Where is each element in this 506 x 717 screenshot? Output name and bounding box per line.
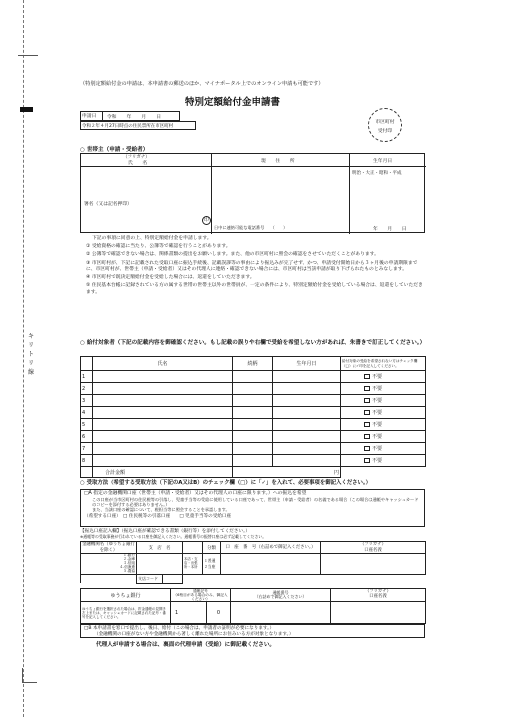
- date-row[interactable]: [80, 111, 180, 121]
- yucho-number-input[interactable]: [231, 602, 331, 624]
- decline-checkbox[interactable]: [364, 410, 370, 415]
- date-year: 年: [126, 114, 132, 120]
- branch-label: 支 店 名: [137, 542, 183, 554]
- cut-label: キ リ ト リ 線: [28, 333, 35, 376]
- page-title: 特別定額給付金申請書: [185, 97, 281, 108]
- total-label: 合計金額: [93, 467, 233, 478]
- num-label: 通帳番号: [272, 589, 289, 595]
- agreement-4: ④ 市区町村で既決定額給付金を受給した場合には、返還をしていただきます。: [86, 275, 255, 281]
- table-row: 4 不要: [81, 407, 426, 419]
- option-b-note: （金融機関の口座がない方や金融機関から著しく離れた場所にお住みいる方が対象となります。）: [94, 631, 294, 637]
- address-note: 令和２年４月27日時点の住民票所在市区町村: [80, 121, 196, 130]
- option-a-note2: また、当該口座の確認について、税担当等に照会することを承認します。: [92, 507, 230, 513]
- householder-birth-label: 生年月日: [373, 159, 393, 164]
- bank-table: [80, 541, 426, 584]
- householder-name-label: 氏 名: [128, 161, 148, 166]
- decline-checkbox[interactable]: [364, 458, 370, 463]
- code-input[interactable]: 1: [171, 602, 207, 624]
- branch-name-input[interactable]: [137, 554, 183, 575]
- preferred-account[interactable]: （希望する口座） □ 住民税等の引落口座 □ 児童手当等の受給口座: [84, 513, 232, 519]
- decline-checkbox[interactable]: [364, 398, 370, 403]
- yucho-note: ゆうちょ銀行を選択された場合は、貯金通帳の見開き左上または、キャッシュカードに記載された記号・番号を記入してください。: [81, 602, 171, 624]
- option-a-note: この口座が当市区町村の住民税等の引落し、児童手当等の受給に使用している口座であって、世帯主（申請・受給者）の名義である場合（この場合は通帳やキャッシュカードのコピーを添付する必要はありません。）: [92, 496, 419, 508]
- decline-checkbox[interactable]: [364, 374, 370, 379]
- account-number-input[interactable]: [221, 554, 321, 575]
- branch-code-input[interactable]: [163, 574, 183, 583]
- agreement-3: ③ 市区町村が、下記に記載された受取口座に振込手続後、記載誤謬等の事由により振込みが完了せず、かつ、申請受付開始日から３ヶ月後の申請期限までに、市区町村が、世帯主（申請・受給者）又はその代理人に連絡・確認できない場合には、市区町村は当該申請が取り下げられたものとみなします。: [86, 260, 418, 272]
- option-b-box: [80, 624, 425, 638]
- proxy-note: 代理人が申請する場合は、裏面の代理申請（受給）に御記載ください。: [96, 642, 276, 648]
- date-day: 日: [156, 114, 162, 120]
- col-birth: 生年月日: [273, 357, 341, 371]
- table-row: 8 不要: [81, 455, 426, 467]
- decline-checkbox[interactable]: [364, 434, 370, 439]
- yucho-holder-input[interactable]: [331, 602, 426, 624]
- holder-furigana: （フリガナ）: [359, 542, 387, 548]
- stamp-line1: 市区町村: [375, 120, 395, 125]
- yucho-holder-label: 口座名義: [369, 594, 387, 600]
- beneficiaries-table: [80, 356, 426, 478]
- birth-ymd: 年 月 日: [373, 227, 407, 232]
- date-month: 月: [141, 114, 147, 120]
- code-input-2[interactable]: 0: [207, 602, 231, 624]
- account-type[interactable]: １普通 ２当座: [203, 554, 221, 575]
- name-input[interactable]: [82, 167, 210, 227]
- total-amount[interactable]: 円: [233, 467, 341, 478]
- date-label: 申請日: [81, 112, 103, 120]
- total-row: [81, 467, 426, 478]
- decline-checkbox[interactable]: [364, 422, 370, 427]
- account-label: 口 座 番 号（右詰めで御記入ください。）: [221, 542, 321, 554]
- agreement-1: ① 受給資格の確認に当たり、公簿等で確認を行うことがあります。: [86, 244, 231, 250]
- attach-note: 【振込口座記入欄】（振込口座が確認できる書類（銀行等）を添付してください。）: [80, 529, 250, 534]
- num-sub: （右詰めで御記入ください）: [254, 594, 307, 600]
- decline-checkbox[interactable]: [364, 386, 370, 391]
- householder-box: [80, 153, 425, 233]
- holder-label: 口座名義: [364, 547, 382, 553]
- cut-mark: [18, 55, 38, 56]
- table-row: 5 不要: [81, 419, 426, 431]
- phone-label: 日中に連絡可能な電話番号 （ ）: [214, 225, 288, 230]
- type-label: 分類: [203, 542, 221, 554]
- householder-heading: ○ 世帯主（申請・受給者）: [80, 147, 149, 153]
- signature-label: 署名（又は記名押印）: [84, 202, 132, 207]
- agreement-intro: 下記の事項に同意の上、特別定額給付金を申請します。: [92, 236, 212, 241]
- agreement-5: ⑤ 住民基本台帳に記録されている方の属する世帯の世帯主以外の世帯員が、一定の条件により、特別定額給付金を受給している場合は、返還をしていただきます。: [86, 283, 423, 295]
- option-a-box: [80, 489, 425, 527]
- option-b-checkbox[interactable]: □B 本申請書を窓口で提出し、後日、給付（この場合は、申請者の証明が必要になります。）: [84, 626, 275, 631]
- col-note: 給付対象の受給を希望されない方はチェック欄（□）に✓印を記入してください。: [341, 357, 426, 371]
- code-sub: （6桁目がある場合のみ、御記入ください）: [173, 593, 228, 602]
- margin-block: [20, 107, 33, 112]
- yucho-label: ゆうちょ銀行: [81, 589, 171, 602]
- agreements: [86, 236, 426, 296]
- col-name: 氏名: [93, 357, 233, 371]
- householder-furigana: （フリガナ）: [123, 155, 150, 160]
- table-row: 7 不要: [81, 443, 426, 455]
- code-label: 通帳記号: [193, 589, 208, 593]
- table-row: 1 不要: [81, 371, 426, 383]
- attach-note2: ※通帳等の受取事務が行われている口座を御記入ください。通帳番号の振替口座は必ず記載してください。: [80, 534, 267, 539]
- holder-input[interactable]: [321, 554, 426, 575]
- corner-mark: [22, 668, 37, 683]
- bank-name-input[interactable]: １.銀行 ２.金庫 ３.信組 ４.信漁連 ５.農協: [81, 554, 137, 575]
- table-row: 6 不要: [81, 431, 426, 443]
- bank-heading: ○ 受取方法（希望する受取方法（下記のA又はB）のチェック欄（□）に「✓」を入れて、必要事項を御記入ください。）: [80, 480, 372, 486]
- beneficiaries-heading: ○ 給付対象者（下記の記載内容を御確認ください。もし記載の誤りや右欄で受給を希望しない方があれば、朱書きで訂正してください。）: [80, 340, 426, 346]
- branch-kinds: 本店・支店・出張所・本所: [183, 554, 203, 575]
- option-a-checkbox[interactable]: □A 指定の金融機関口座（世帯主（申請・受給者）又はその代理人の口座に限ります。）への振込を希望: [84, 491, 307, 496]
- decline-checkbox[interactable]: [364, 446, 370, 451]
- col-relation: 続柄: [233, 357, 273, 371]
- agreement-2: ② 公簿等で確認できない場合は、関係書類の提出をお願いします。また、他の市区町村に照会の確認をさせていただくことがあります。: [86, 252, 379, 258]
- table-row: 3 不要: [81, 395, 426, 407]
- bank-label: 金融機関名（ゆうちょ銀行を除く）: [82, 542, 135, 553]
- table-row: 2 不要: [81, 383, 426, 395]
- householder-address-label: 現 住 所: [261, 159, 295, 164]
- yucho-furigana: （フリガナ）: [364, 589, 392, 595]
- seal-mark: 印: [203, 217, 209, 223]
- top-notice: （特別定額給付金の申請は、本申請書の郵送のほか、マイナポータル上でのオンライン申請も可能です）: [80, 81, 324, 87]
- branch-code-label: 支店コード: [137, 574, 163, 583]
- yucho-table: [80, 588, 426, 624]
- stamp-line2: 受付印: [377, 129, 393, 134]
- householder-era-options: 明治・大正・昭和・平成: [352, 171, 402, 176]
- receipt-stamp: [368, 108, 402, 142]
- date-era: 令和: [107, 114, 117, 120]
- address-input[interactable]: [212, 167, 348, 222]
